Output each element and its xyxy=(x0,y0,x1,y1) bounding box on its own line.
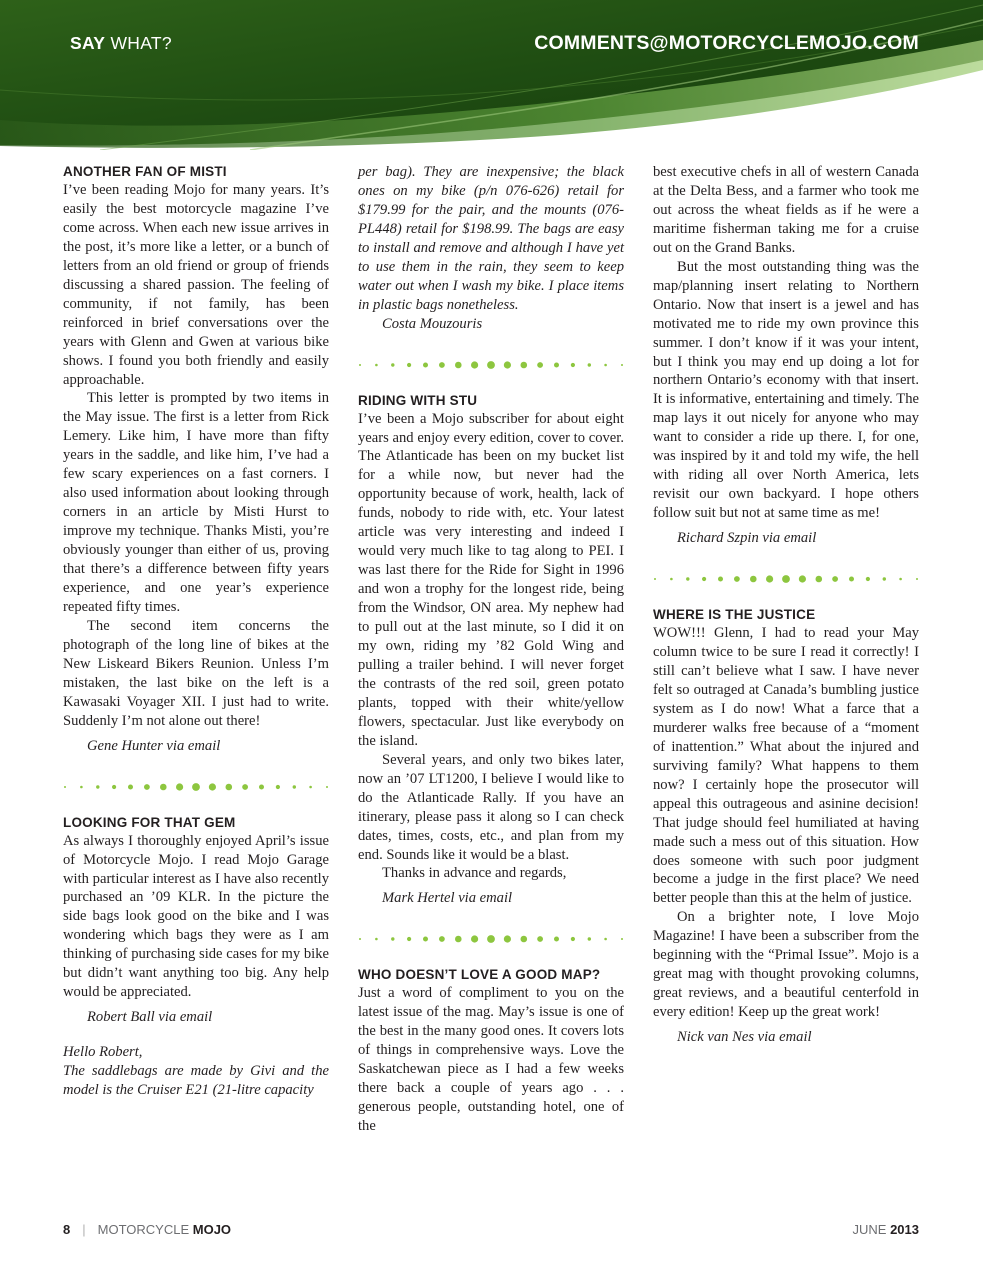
letter-heading: WHERE IS THE JUSTICE xyxy=(653,607,816,623)
divider-dot xyxy=(407,937,411,941)
letter-paragraph: I’ve been reading Mojo for many years. It’s easily the best motorcycle magazine I’ve come across. When each new issue arrives in the post, it’s more like a letter, or a bunch of letters from an old friend or group of friends discussing a shared passion. The feeling of community, if not family, has been reinforced in brief conversations over the years with Glenn and Gwen at various bike shows. I found you both friendly and easily approachable. xyxy=(63,182,329,388)
divider-dot xyxy=(670,578,673,581)
divider-dot xyxy=(309,785,312,788)
divider-dot xyxy=(391,363,394,366)
divider-dot xyxy=(604,363,607,366)
column-2 xyxy=(358,163,624,1136)
divider-dot xyxy=(293,785,296,788)
divider-dot xyxy=(521,936,528,943)
divider-dot xyxy=(96,785,99,788)
divider-dot xyxy=(654,578,656,580)
divider-dot xyxy=(487,935,495,943)
divider-dot xyxy=(176,783,183,790)
divider-dot xyxy=(750,576,757,583)
letter-paragraph: On a brighter note, I love Mojo Magazine! I have been a subscriber from the beginning with the “Primal Issue”. Mojo is a great mag with thought provoking columns, great reviews, and a beautiful centerfold in every edition! Keep up the great work! xyxy=(653,909,919,1021)
divider-dot xyxy=(504,936,511,943)
column-1 xyxy=(63,163,329,1100)
footer-separator: | xyxy=(82,1222,86,1237)
divider-dot xyxy=(621,938,623,940)
dot-divider xyxy=(358,352,624,378)
dot-divider-graphic xyxy=(358,926,624,952)
divider-dot xyxy=(883,577,886,580)
divider-dot xyxy=(192,783,200,791)
letter-heading: LOOKING FOR THAT GEM xyxy=(63,814,236,830)
divider-dot xyxy=(407,362,411,366)
letter-signature: Robert Ball via email xyxy=(87,1009,213,1026)
divider-dot xyxy=(537,936,543,942)
divider-dot xyxy=(832,576,838,582)
divider-dot xyxy=(571,362,575,366)
divider-dot xyxy=(734,576,740,582)
divider-dot xyxy=(226,783,233,790)
divider-dot xyxy=(128,784,133,789)
dot-divider-graphic xyxy=(653,566,919,592)
divider-dot xyxy=(144,784,150,790)
divider-dot xyxy=(359,364,361,366)
header-banner xyxy=(0,0,983,150)
divider-dot xyxy=(554,937,559,942)
divider-dot xyxy=(391,938,394,941)
letter-paragraph: As always I thoroughly enjoyed April’s issue of Motorcycle Mojo. I read Mojo Garage with particular interest as I have also recently purchased an ’09 KLR. In the picture the side bags look good on the bike and I was wondering which bags they were as I am thinking of purchasing side cases for my bike but didn’t want anything too big. Any help would be appreciated. xyxy=(63,832,329,1001)
letter-paragraph: This letter is prompted by two items in the May issue. The first is a letter from Rick Lemery. Like him, I have more than fifty years in the saddle, and like him, I’ve had a few scary experiences on a fast corners. I also used information about looking through corners in an article by Misti Hurst to improve my technique. Thanks Misti, you’re obviously younger than either of us, proving that there’s a difference between fifty years experience, and one year’s experience repeated fifty times. xyxy=(63,390,329,615)
divider-dot xyxy=(899,578,902,581)
letter-heading: RIDING WITH STU xyxy=(358,392,478,408)
divider-dot xyxy=(423,362,428,367)
divider-dot xyxy=(423,937,428,942)
divider-dot xyxy=(359,938,361,940)
divider-dot xyxy=(209,783,216,790)
divider-dot xyxy=(504,361,511,368)
letter-heading: WHO DOESN’T LOVE A GOOD MAP? xyxy=(358,967,601,983)
magazine-name-prefix: MOTORCYCLE xyxy=(97,1222,190,1237)
dot-divider xyxy=(358,926,624,952)
divider-dot xyxy=(80,785,83,788)
contact-email[interactable]: COMMENTS@MOTORCYCLEMOJO.COM xyxy=(534,32,919,54)
letter-signature: Nick van Nes via email xyxy=(677,1029,812,1046)
divider-dot xyxy=(782,575,790,583)
divider-dot xyxy=(439,362,445,368)
section-title-rest: WHAT? xyxy=(110,33,172,53)
divider-dot xyxy=(455,361,462,368)
divider-dot xyxy=(718,577,723,582)
divider-dot xyxy=(866,577,870,581)
issue-date xyxy=(853,1222,920,1237)
letter-paragraph: But the most outstanding thing was the map/planning insert relating to Northern Ontario. Now that insert is a jewel and has motivated me to ride my own province this summer. I don’t know if it was your intent, but I think you may end up doing a lot for northern Ontario’s economy with that insert. It is informative, entertaining and timely. The map lays it out nicely for anyone who may want to consider a ride up there. I, for one, was inspired by it and told my wife, the hell with riding all over North America, lets revisit our own backyard. I hope others follow suit but not at same time as me! xyxy=(653,258,919,522)
divider-dot xyxy=(487,361,495,369)
divider-dot xyxy=(588,938,591,941)
divider-dot xyxy=(799,575,806,582)
letter-paragraph: Several years, and only two bikes later, now an ’07 LT1200, I believe I would like to do the Atlanticade Rally. If you have an itinerary, please pass it along so I can check dates, times, costs, etc., and plan from my end. Sounds like it would be a blast. xyxy=(358,751,624,863)
section-title-bold: SAY xyxy=(70,33,106,53)
column-3 xyxy=(653,163,919,1047)
divider-dot xyxy=(112,784,116,788)
letter-paragraph: The second item concerns the photograph of the long line of bikes at the New Liskeard Bikers Reunion. Unless I’m mistaken, the last bike on the left is a Kawasaki Voyager XII. I just had to write. Suddenly I’m not alone out there! xyxy=(63,617,329,729)
page-number: 8 xyxy=(63,1222,71,1237)
section-title xyxy=(70,33,172,54)
divider-dot xyxy=(621,364,623,366)
letter-signature: Richard Szpin via email xyxy=(677,530,817,547)
divider-dot xyxy=(849,577,854,582)
divider-dot xyxy=(766,575,773,582)
letter-paragraph: WOW!!! Glenn, I had to read your May column twice to be sure I read it correctly! I still can’t believe what I saw. I have never felt so outraged at Canada’s bumbling justice system as I do now! What a farce that a murderer walks free because of a “moment of inattention.” What about the injured and surviving family? What happens to them now? I certainly hope the prosecutor will appeal this outrageous and asinine decision! That judge should feel humiliated at having made such a mess out of this situation. How does someone with such poor judgment become a judge in the first place? We need better people than this at the helm of justice. xyxy=(653,625,919,907)
divider-dot xyxy=(916,578,918,580)
reply-paragraph-continued: per bag). They are inexpensive; the black ones on my bike (p/n 076-626) retail for $179.99 for the pair, and the mounts (076-PL448) retail for $198.99. The bags are easy to install and remove and although I have yet to use them in the rain, they seem to keep water out when I wash my bike. I place items in plastic bags nonetheless. xyxy=(358,164,624,313)
letter-signature: Mark Hertel via email xyxy=(382,890,513,907)
divider-dot xyxy=(604,938,607,941)
divider-dot xyxy=(375,363,378,366)
divider-dot xyxy=(537,362,543,368)
letter-heading: ANOTHER FAN OF MISTI xyxy=(63,164,227,179)
issue-month: JUNE xyxy=(852,1222,887,1237)
divider-dot xyxy=(588,363,591,366)
divider-dot xyxy=(160,783,167,790)
dot-divider xyxy=(653,566,919,592)
banner-graphic xyxy=(0,0,983,150)
divider-dot xyxy=(259,784,264,789)
divider-dot xyxy=(439,936,445,942)
dot-divider xyxy=(63,774,329,800)
issue-year: 2013 xyxy=(890,1222,919,1237)
divider-dot xyxy=(571,937,575,941)
dot-divider-graphic xyxy=(63,774,329,800)
divider-dot xyxy=(64,786,66,788)
divider-dot xyxy=(455,936,462,943)
divider-dot xyxy=(816,576,823,583)
divider-dot xyxy=(375,938,378,941)
reply-greeting: Hello Robert, xyxy=(63,1044,143,1061)
magazine-name-bold: MOJO xyxy=(192,1222,232,1237)
divider-dot xyxy=(554,362,559,367)
divider-dot xyxy=(521,361,528,368)
letter-paragraph: I’ve been a Mojo subscriber for about eight years and enjoy every edition, cover to cover. The Atlanticade has been on my bucket list for a while now, but never had the opportunity because of work, health, lack of funds, nobody to ride with, etc. Your latest article was very interesting and indeed I would very much like to tag along to PEI. I was last there for the Ride for Sight in 1996 and won a trophy for the longest ride, being from the Windsor, ON area. My nephew had to pull out at the last minute, so I did it on my own, riding my ’82 Gold Wing and pulling a trailer behind. I will never forget the contrasts of the red soil, green potato plants, topped with their white/yellow flowers, spectacular. Just like everybody on the island. xyxy=(358,410,624,749)
reply-paragraph: The saddlebags are made by Givi and the model is the Cruiser E21 (21-litre capacity xyxy=(63,1063,329,1099)
page-footer xyxy=(63,1222,919,1242)
divider-dot xyxy=(242,784,248,790)
divider-dot xyxy=(702,577,706,581)
divider-dot xyxy=(326,786,328,788)
letter-signature: Gene Hunter via email xyxy=(87,737,221,754)
divider-dot xyxy=(471,361,478,368)
divider-dot xyxy=(276,784,280,788)
letter-paragraph-continued: best executive chefs in all of western Canada at the Delta Bess, and a farmer who took me out across the wheat fields as if he were a maritime fisherman taking me for a cruise out on the Grand Banks. xyxy=(653,164,919,256)
reply-signature: Costa Mouzouris xyxy=(382,315,483,332)
divider-dot xyxy=(471,936,478,943)
divider-dot xyxy=(686,577,689,580)
letter-paragraph: Just a word of compliment to you on the latest issue of the mag. May’s issue is one of the best in the many good ones. It covers lots of things in comprehensive ways. Love the Saskatchewan piece as I had a few weeks there back a couple of years ago . . . generous people, outstanding hotel, one of the xyxy=(358,985,624,1135)
letter-paragraph: Thanks in advance and regards, xyxy=(382,865,567,882)
dot-divider-graphic xyxy=(358,352,624,378)
